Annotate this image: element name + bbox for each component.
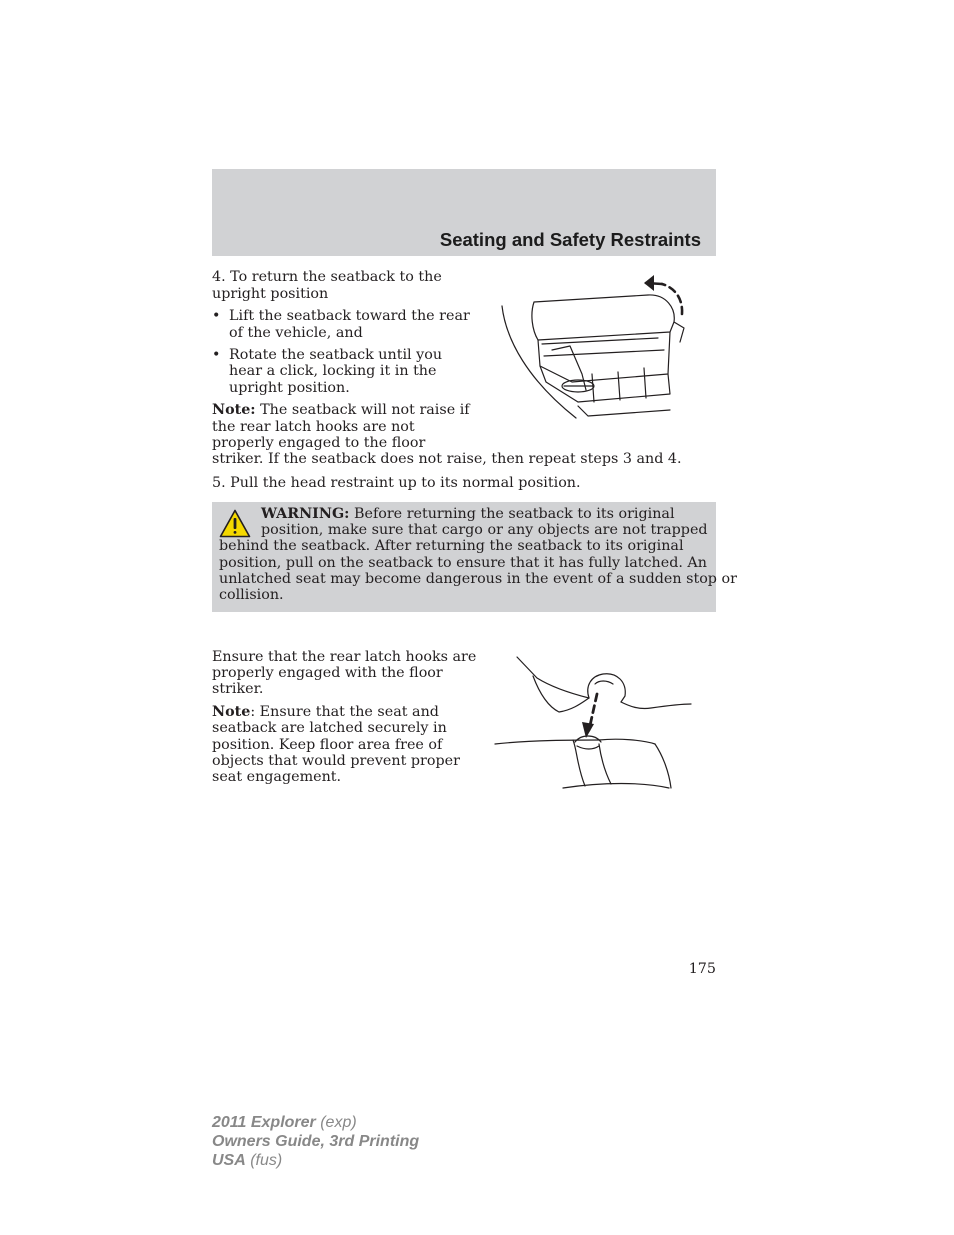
section-title: Seating and Safety Restraints	[439, 229, 701, 250]
note-text: The seatback will not raise if	[255, 402, 470, 418]
latch-note-line-2: seatback are latched securely in	[212, 720, 447, 736]
warning-line-4: position, pull on the seatback to ensure that it has fully latched. An	[219, 555, 707, 571]
footer	[212, 1113, 419, 1170]
footer-line-1	[212, 1113, 419, 1132]
footer-market: USA	[212, 1152, 246, 1169]
latch-intro-line-2: properly engaged with the floor	[212, 665, 443, 681]
step4-note-line-3: properly engaged to the floor	[212, 435, 426, 451]
step4-intro-line-1: 4. To return the seatback to the	[212, 269, 442, 285]
warning-box	[212, 502, 737, 612]
step4-note-line-4: striker. If the seatback does not raise, then repeat steps 3 and 4.	[212, 451, 682, 467]
warning-triangle-icon	[219, 509, 251, 538]
section-header-band	[212, 169, 716, 256]
warning-line-6: collision.	[219, 587, 284, 603]
warning-line-2: position, make sure that cargo or any objects are not trapped	[261, 522, 708, 538]
bullet-line: Lift the seatback toward the rear	[229, 308, 470, 324]
step4-intro-line-2: upright position	[212, 286, 329, 302]
latch-intro-line-3: striker.	[212, 681, 264, 697]
bullet-line: of the vehicle, and	[229, 325, 363, 341]
latch-note-label: Note	[212, 704, 251, 720]
latch-note-line-3: position. Keep floor area free of	[212, 737, 443, 753]
warning-label: WARNING:	[261, 506, 350, 522]
latch-note-line-1	[212, 704, 439, 721]
note-label: Note:	[212, 402, 256, 418]
step4-note-line-1	[212, 402, 470, 419]
footer-line-2: Owners Guide, 3rd Printing	[212, 1133, 420, 1150]
warning-text: Before returning the seatback to its original	[349, 506, 675, 522]
latch-intro-line-1: Ensure that the rear latch hooks are	[212, 649, 477, 665]
footer-line-3	[212, 1151, 419, 1170]
step5-text: 5. Pull the head restraint up to its normal position.	[212, 475, 581, 491]
warning-line-5: unlatched seat may become dangerous in the event of a sudden stop or	[219, 571, 737, 587]
bullet-dot: •	[212, 308, 221, 324]
bullet-line: upright position.	[229, 380, 350, 396]
latch-note-text: : Ensure that the seat and	[250, 704, 439, 720]
footer-market-code: (fus)	[245, 1152, 283, 1169]
page-number: 175	[688, 961, 716, 977]
latch-hook-illustration	[493, 654, 695, 790]
bullet-line: hear a click, locking it in the	[229, 363, 437, 379]
latch-note-line-4: objects that would prevent proper	[212, 753, 460, 769]
latch-note-line-5: seat engagement.	[212, 769, 342, 785]
footer-model-code: (exp)	[315, 1114, 357, 1131]
bullet-line: Rotate the seatback until you	[229, 347, 443, 363]
seatback-rotation-illustration	[498, 270, 698, 422]
warning-line-1	[261, 506, 675, 523]
warning-line-3: behind the seatback. After returning the seatback to its original	[219, 538, 684, 554]
step4-note-line-2: the rear latch hooks are not	[212, 419, 415, 435]
bullet-dot: •	[212, 347, 221, 363]
footer-model: 2011 Explorer	[212, 1114, 316, 1131]
